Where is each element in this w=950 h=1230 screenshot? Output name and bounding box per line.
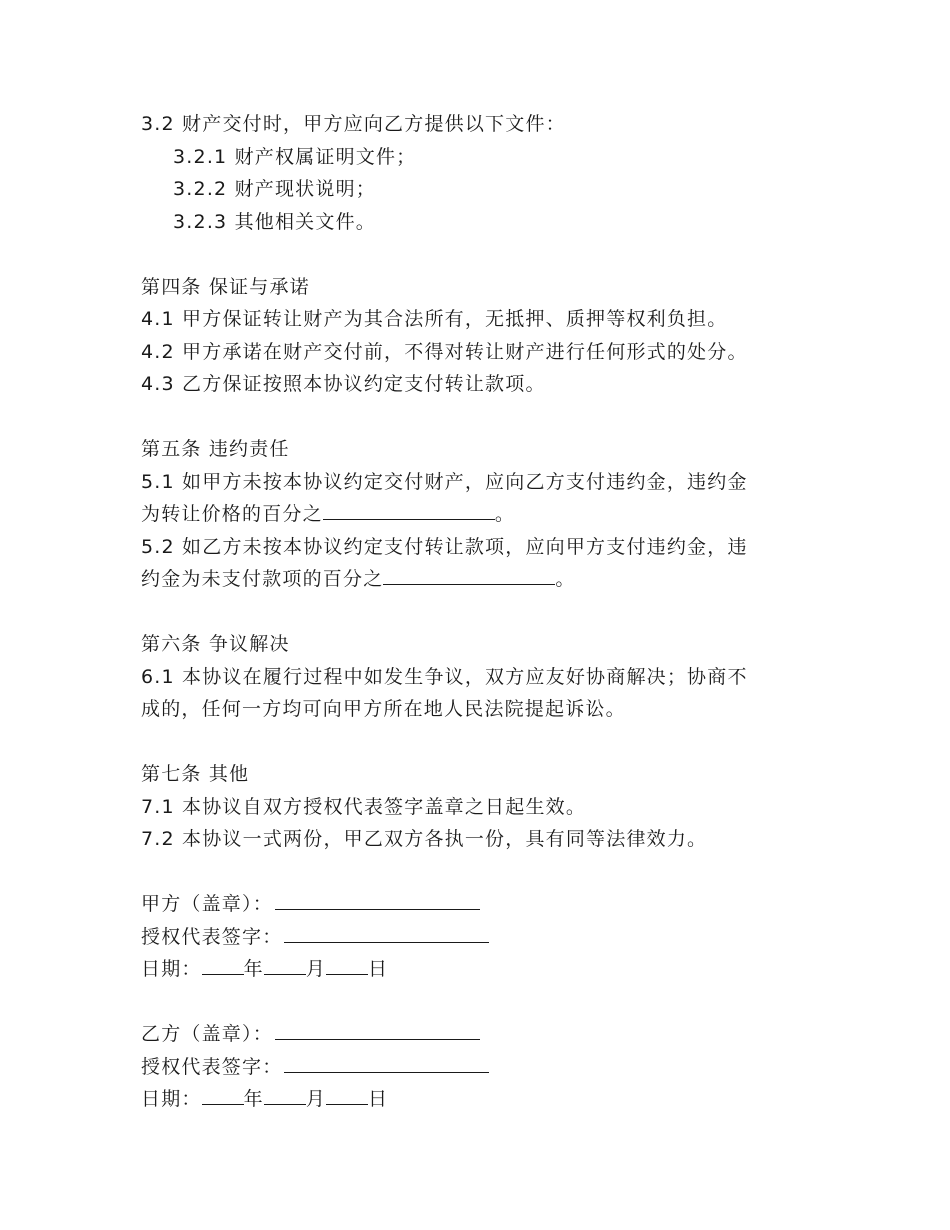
year-label: 年 (243, 1088, 264, 1110)
clause-5-1-line2 (141, 498, 801, 531)
party-b-rep-label: 授权代表签字： (141, 1055, 283, 1078)
day-label: 日 (368, 1088, 389, 1110)
party-b-seal-blank[interactable] (275, 1020, 480, 1040)
clause-5-1-line1: 5.1 如甲方未按本协议约定交付财产，应向乙方支付违约金，违约金 (141, 470, 748, 493)
spacer (141, 726, 801, 759)
article-7-title: 第七条 其他 (141, 763, 250, 785)
year-label: 年 (243, 958, 264, 980)
party-b-date-row (141, 1083, 801, 1116)
penalty-percent-blank-b[interactable] (383, 565, 555, 585)
spacer (141, 856, 801, 889)
clause-5-1-period: 。 (494, 503, 516, 525)
party-a-rep-label: 授权代表签字： (141, 925, 283, 948)
party-a-month-blank[interactable] (264, 955, 306, 975)
party-b-day-blank[interactable] (326, 1085, 368, 1105)
party-b-seal-label: 乙方（盖章）： (141, 1023, 273, 1045)
party-b-rep-row (141, 1051, 801, 1084)
party-a-date-label: 日期： (141, 958, 202, 980)
party-b-date-label: 日期： (141, 1088, 202, 1110)
party-a-rep-blank[interactable] (284, 923, 489, 943)
party-b-seal-row (141, 1018, 801, 1051)
clause-3-2-3: 3.2.3 其他相关文件。 (173, 210, 376, 233)
clause-6-1-line1: 6.1 本协议在履行过程中如发生争议，双方应友好协商解决；协商不 (141, 665, 748, 688)
spacer (141, 401, 801, 434)
clause-5-2-text: 约金为未支付款项的百分之 (141, 568, 384, 590)
party-a-seal-row (141, 888, 801, 921)
party-a-rep-row (141, 921, 801, 954)
clause-3-2: 3.2 财产交付时，甲方应向乙方提供以下文件： (141, 113, 566, 135)
clause-5-2-line2 (141, 563, 801, 596)
clause-5-2-period: 。 (555, 568, 576, 590)
party-a-day-blank[interactable] (326, 955, 368, 975)
month-label: 月 (305, 958, 327, 980)
clause-4-1: 4.1 甲方保证转让财产为其合法所有，无抵押、质押等权利负担。 (141, 308, 728, 330)
article-6-title: 第六条 争议解决 (141, 633, 290, 655)
clause-3-2-1: 3.2.1 财产权属证明文件； (173, 145, 417, 168)
clause-5-1-text: 为转让价格的百分之 (141, 503, 323, 525)
penalty-percent-blank-a[interactable] (323, 500, 495, 520)
party-b-rep-blank[interactable] (284, 1053, 489, 1073)
month-label: 月 (305, 1088, 327, 1110)
party-a-seal-blank[interactable] (275, 890, 480, 910)
clause-7-1: 7.1 本协议自双方授权代表签字盖章之日起生效。 (141, 795, 587, 818)
clause-4-2: 4.2 甲方承诺在财产交付前，不得对转让财产进行任何形式的处分。 (141, 340, 748, 363)
contract-page (141, 108, 801, 1116)
spacer (141, 238, 801, 271)
day-label: 日 (368, 958, 389, 980)
party-a-date-row (141, 953, 801, 986)
spacer (141, 986, 801, 1019)
clause-6-1-line2: 成的，任何一方均可向甲方所在地人民法院提起诉讼。 (141, 698, 626, 720)
party-b-year-blank[interactable] (202, 1085, 244, 1105)
party-a-year-blank[interactable] (202, 955, 244, 975)
clause-4-3: 4.3 乙方保证按照本协议约定支付转让款项。 (141, 373, 546, 395)
article-5-title: 第五条 违约责任 (141, 438, 290, 460)
party-b-month-blank[interactable] (264, 1085, 306, 1105)
clause-5-2-line1: 5.2 如乙方未按本协议约定支付转让款项，应向甲方支付违约金，违 (141, 535, 748, 558)
party-a-seal-label: 甲方（盖章）： (141, 893, 273, 915)
article-4-title: 第四条 保证与承诺 (141, 275, 310, 298)
clause-7-2: 7.2 本协议一式两份，甲乙双方各执一份，具有同等法律效力。 (141, 828, 708, 850)
spacer (141, 596, 801, 629)
clause-3-2-2: 3.2.2 财产现状说明； (173, 178, 376, 200)
